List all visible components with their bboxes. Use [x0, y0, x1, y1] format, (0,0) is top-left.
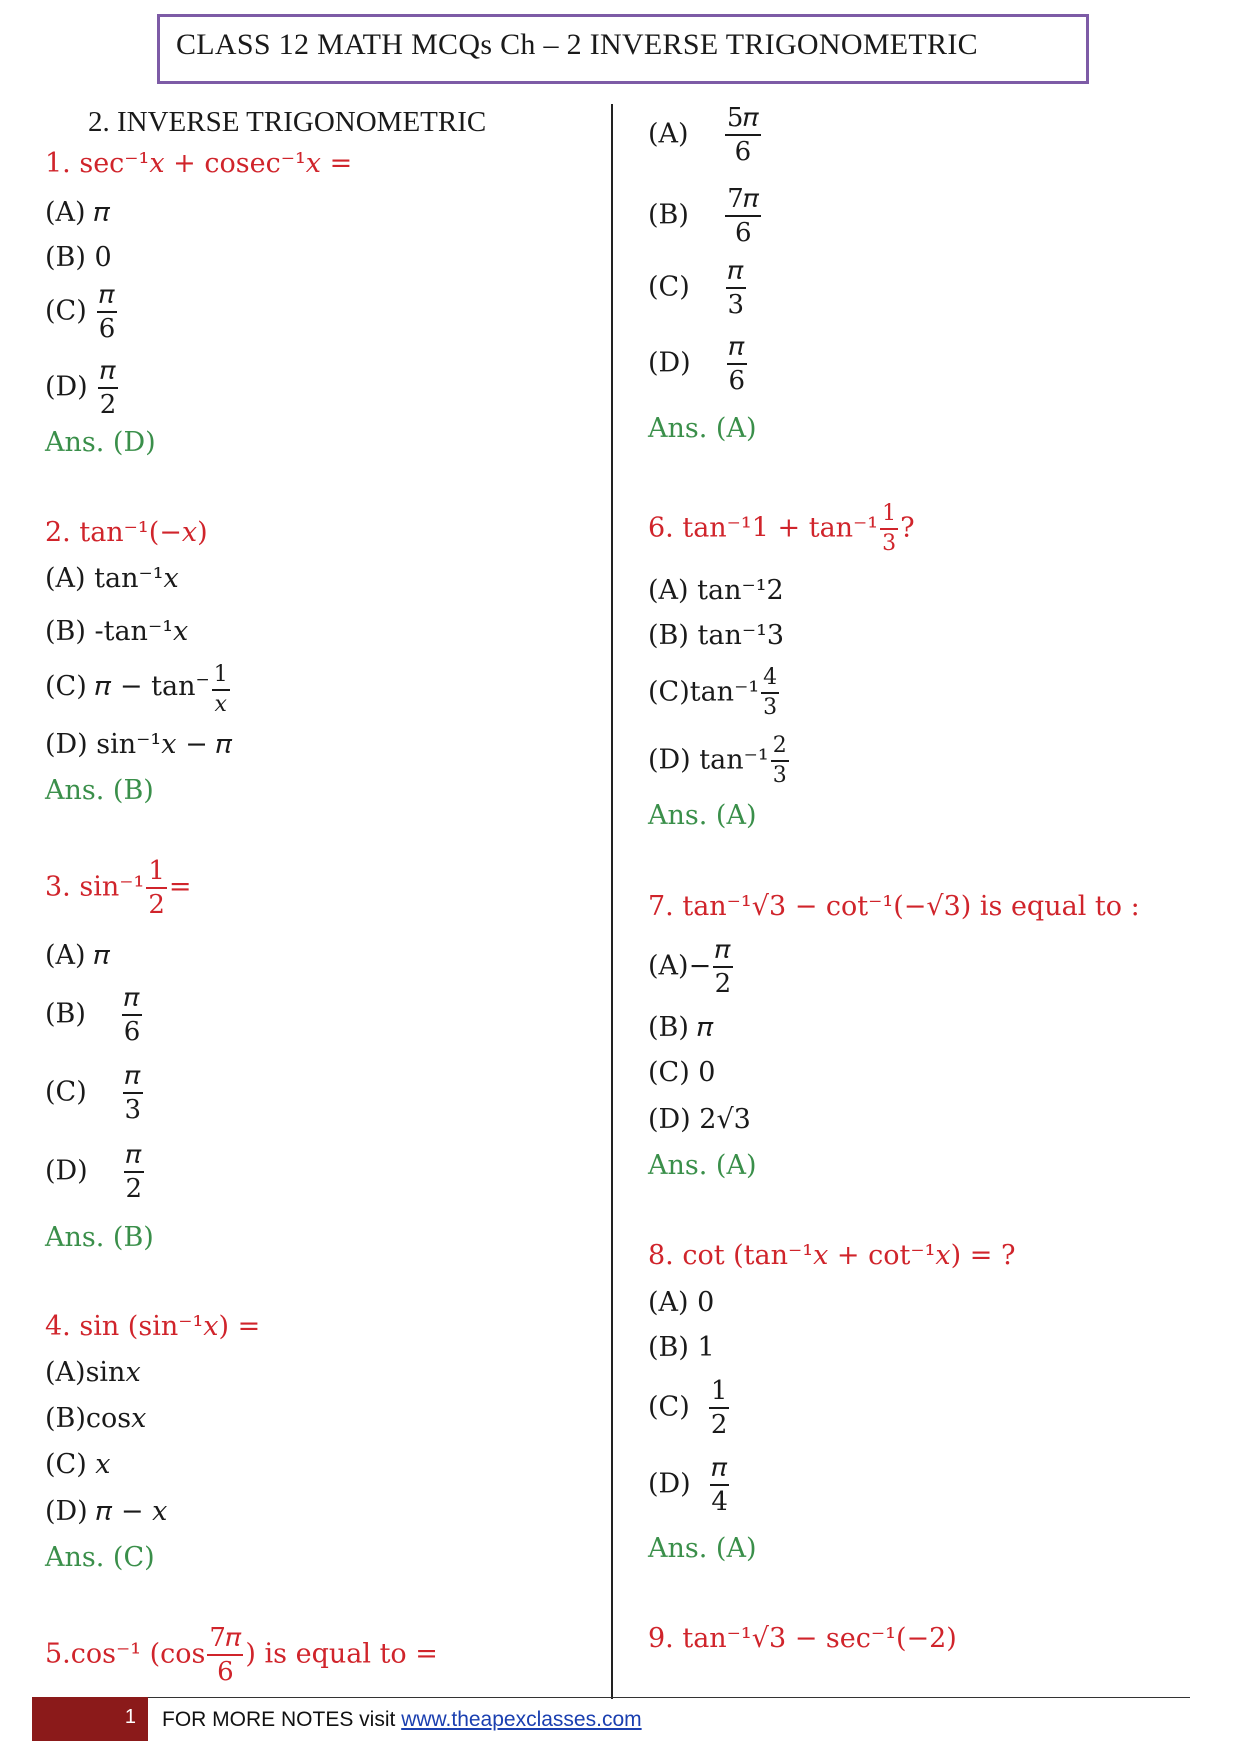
q2-option-c: (C) 𝜋 − tan− $\frac{1}{\text{𝑥}}$: [45, 662, 228, 717]
fraction: $\frac{\text{𝜋}}{3}$: [727, 256, 745, 320]
fraction: $\frac{1}{2}$: [710, 1376, 728, 1440]
q3-option-c: (C) $\frac{\text{𝜋}}{3}$: [45, 1061, 142, 1125]
footer-text: FOR MORE NOTES visit www.theapexclasses.com: [162, 1708, 642, 1731]
q5-option-c: (C) $\frac{\text{𝜋}}{3}$: [648, 256, 745, 320]
q5-answer: Ans. (A): [648, 413, 757, 444]
q8-option-a: (A) 0: [648, 1287, 715, 1318]
q5-option-b: (B) $\frac{\text{7𝜋}}{6}$: [648, 184, 760, 248]
question-1: 1. sec⁻¹𝑥 + cosec⁻¹𝑥 =: [45, 148, 353, 179]
q3-option-a: (A) 𝜋: [45, 940, 111, 971]
fraction: $\frac{\text{𝜋}}{2}$: [125, 1140, 143, 1204]
q3-answer: Ans. (B): [45, 1222, 154, 1253]
fraction: $\frac{\text{7𝜋}}{6}$: [727, 184, 760, 248]
q1-answer: Ans. (D): [45, 427, 156, 458]
fraction: $\frac{\text{𝜋}}{6}$: [728, 332, 746, 396]
q1-option-a: (A) 𝜋: [45, 197, 111, 228]
q7-option-a: (A)− $\frac{\text{𝜋}}{2}$: [648, 935, 732, 999]
fraction: $\frac{1}{2}$: [148, 856, 165, 920]
q5-option-a: (A) $\frac{\text{5𝜋}}{6}$: [648, 103, 759, 167]
question-9: 9. tan⁻¹√3 − sec⁻¹(−2): [648, 1623, 957, 1654]
question-6: 6. tan⁻¹1 + tan⁻¹ $\frac{1}{3}$ ?: [648, 501, 915, 556]
q4-option-b: (B)cos𝑥: [45, 1403, 147, 1434]
fraction: $\frac{\text{𝜋}}{6}$: [98, 280, 116, 344]
q4-option-d: (D) 𝜋 − 𝑥: [45, 1496, 168, 1527]
footer-rule: [32, 1697, 1190, 1698]
q3-option-d: (D) $\frac{\text{𝜋}}{2}$: [45, 1140, 143, 1204]
q6-option-b: (B) tan⁻¹3: [648, 620, 785, 651]
question-4: 4. sin (sin⁻¹𝑥) =: [45, 1311, 261, 1342]
page-title: CLASS 12 MATH MCQs Ch – 2 INVERSE TRIGONOMETRIC: [176, 28, 978, 61]
fraction: $\frac{2}{3}$: [772, 733, 787, 788]
question-7: 7. tan⁻¹√3 − cot⁻¹(−√3) is equal to :: [648, 891, 1140, 922]
question-2: 2. tan⁻¹(−𝑥): [45, 517, 208, 548]
q1-option-c: (C) $\frac{\text{𝜋}}{6}$: [45, 280, 116, 344]
q4-answer: Ans. (C): [45, 1542, 155, 1573]
q4-option-a: (A)sin𝑥: [45, 1357, 141, 1388]
fraction: $\frac{\text{𝜋}}{2}$: [714, 935, 732, 999]
q6-option-c: (C)tan⁻¹ $\frac{4}{3}$: [648, 665, 778, 720]
q7-answer: Ans. (A): [648, 1150, 757, 1181]
q6-option-a: (A) tan⁻¹2: [648, 575, 784, 606]
q7-option-b: (B) 𝜋: [648, 1012, 714, 1043]
fraction: $\frac{\text{5𝜋}}{6}$: [726, 103, 759, 167]
q8-option-c: (C) $\frac{1}{2}$: [648, 1376, 728, 1440]
chapter-heading: 2. INVERSE TRIGONOMETRIC: [88, 106, 487, 138]
q8-option-b: (B) 1: [648, 1332, 715, 1363]
q5-option-d: (D) $\frac{\text{𝜋}}{6}$: [648, 332, 746, 396]
q2-option-b: (B) -tan⁻¹𝑥: [45, 616, 189, 647]
fraction: $\frac{\text{𝜋}}{6}$: [123, 983, 141, 1047]
page-number: 1: [124, 1706, 136, 1728]
column-divider: [611, 104, 613, 1699]
fraction: $\frac{\text{𝜋}}{2}$: [99, 356, 117, 420]
q8-option-d: (D) $\frac{\text{𝜋}}{4}$: [648, 1453, 728, 1517]
q2-option-a: (A) tan⁻¹𝑥: [45, 563, 179, 594]
fraction: $\frac{\text{7𝜋}}{6}$: [209, 1623, 242, 1687]
q6-option-d: (D) tan⁻¹ $\frac{2}{3}$: [648, 733, 787, 788]
question-3: 3. sin⁻¹ $\frac{1}{2}$ =: [45, 856, 192, 920]
q7-option-d: (D) 2√3: [648, 1104, 751, 1135]
question-5: 5.cos⁻¹ (cos $\frac{\text{7𝜋}}{6}$ ) is equal to =: [45, 1623, 438, 1687]
q3-option-b: (B) $\frac{\text{𝜋}}{6}$: [45, 983, 141, 1047]
question-8: 8. cot (tan⁻¹𝑥 + cot⁻¹𝑥) = ?: [648, 1240, 1016, 1271]
q1-option-d: (D) $\frac{\text{𝜋}}{2}$: [45, 356, 117, 420]
q2-option-d: (D) sin⁻¹𝑥 − 𝜋: [45, 729, 233, 760]
q4-option-c: (C) 𝑥: [45, 1449, 111, 1480]
title-box: [157, 14, 1089, 84]
fraction: $\frac{\text{𝜋}}{3}$: [124, 1061, 142, 1125]
page-number-badge: [32, 1697, 148, 1741]
footer-link[interactable]: www.theapexclasses.com: [401, 1708, 642, 1731]
q7-option-c: (C) 0: [648, 1057, 716, 1088]
q1-option-b: (B) 0: [45, 242, 112, 273]
q6-answer: Ans. (A): [648, 800, 757, 831]
fraction: $\frac{1}{\text{𝑥}}$: [213, 662, 228, 717]
fraction: $\frac{4}{3}$: [763, 665, 778, 720]
q8-answer: Ans. (A): [648, 1533, 757, 1564]
q2-answer: Ans. (B): [45, 775, 154, 806]
fraction: $\frac{\text{𝜋}}{4}$: [711, 1453, 728, 1517]
fraction: $\frac{1}{3}$: [882, 501, 897, 556]
